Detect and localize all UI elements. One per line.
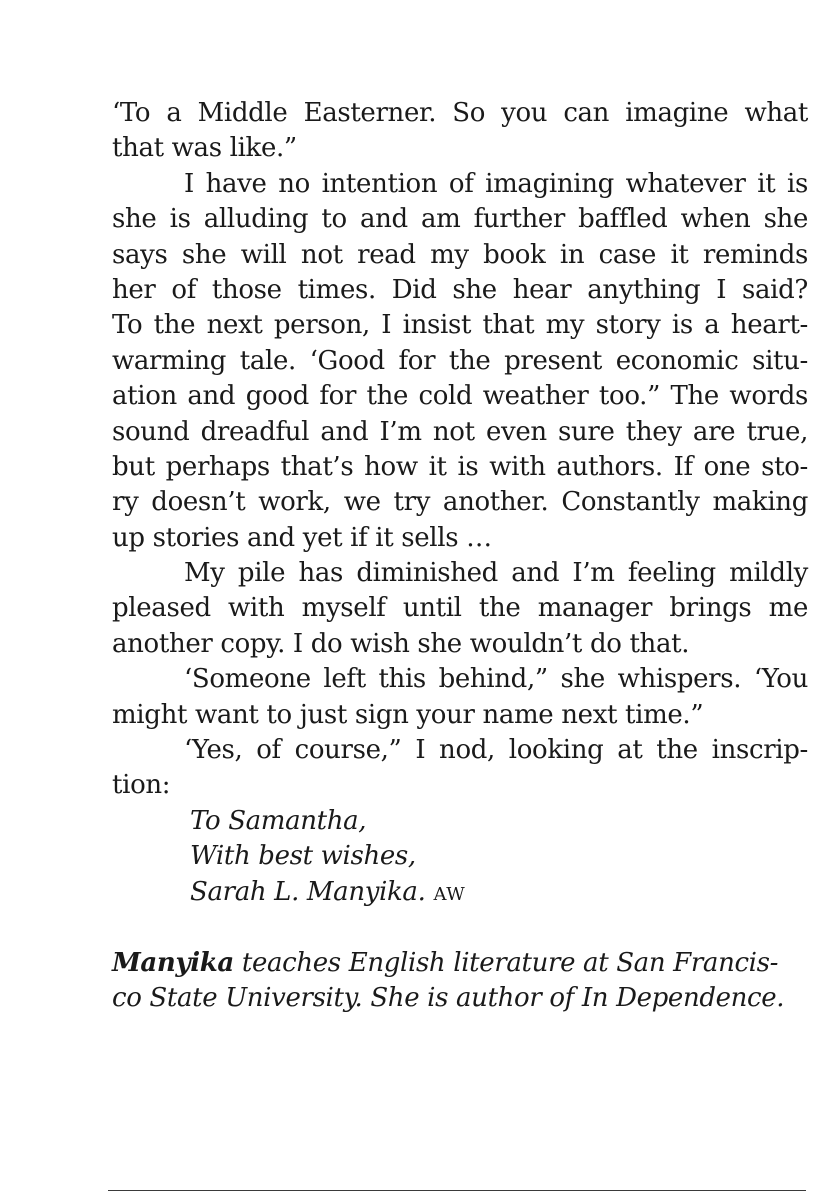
bio-line: co State University. She is author of In Dependence. <box>112 983 785 1014</box>
inscription-line <box>112 875 808 910</box>
text-line: ry doesn’t work, we try another. Constantly making <box>112 487 808 518</box>
author-bio <box>112 946 808 1017</box>
text-line: that was like.” <box>112 133 297 164</box>
text-line: another copy. I do wish she wouldn’t do that. <box>112 628 690 659</box>
text-line: she is alluding to and am further baffled when she <box>112 204 808 235</box>
text-line: up stories and yet if it sells … <box>112 522 492 553</box>
text-line: sound dreadful and I’m not even sure they are true, <box>112 416 808 447</box>
bio-line <box>112 946 808 981</box>
text-line: but perhaps that’s how it is with authors. If one sto- <box>112 451 808 482</box>
story-text <box>112 96 808 1017</box>
text-line: ‘Yes, of course,” I nod, looking at the inscrip- <box>184 735 808 766</box>
text-line: tion: <box>112 770 171 801</box>
text-line: might want to just sign your name next time.” <box>112 699 704 730</box>
text-line: says she will not read my book in case it reminds <box>112 239 808 270</box>
text-line: pleased with myself until the manager brings me <box>112 593 808 624</box>
bio-author-name: Manyika <box>112 947 234 978</box>
text-line: ‘To a Middle Easterner. So you can imagine what <box>112 98 808 128</box>
text-line: I have no intention of imagining whatever it is <box>184 168 808 199</box>
text-line: warming tale. ‘Good for the present economic situ- <box>112 345 808 376</box>
inscription-line: To Samantha, <box>190 805 367 836</box>
spacer <box>112 910 808 946</box>
end-mark: AW <box>433 883 466 905</box>
text-line: To the next person, I insist that my story is a heart- <box>112 310 808 341</box>
text-line: ation and good for the cold weather too.” The words <box>112 381 808 412</box>
inscription-signature: Sarah L. Manyika. <box>190 876 426 907</box>
text-line: My pile has diminished and I’m feeling mildly <box>184 558 808 589</box>
text-line: ‘Someone left this behind,” she whispers. ‘You <box>184 664 808 695</box>
page-divider <box>108 1190 806 1191</box>
bio-line-rest: teaches English literature at San Francis- <box>233 947 779 978</box>
text-line: her of those times. Did she hear anything I said? <box>112 274 808 305</box>
inscription-line: With best wishes, <box>190 841 416 872</box>
